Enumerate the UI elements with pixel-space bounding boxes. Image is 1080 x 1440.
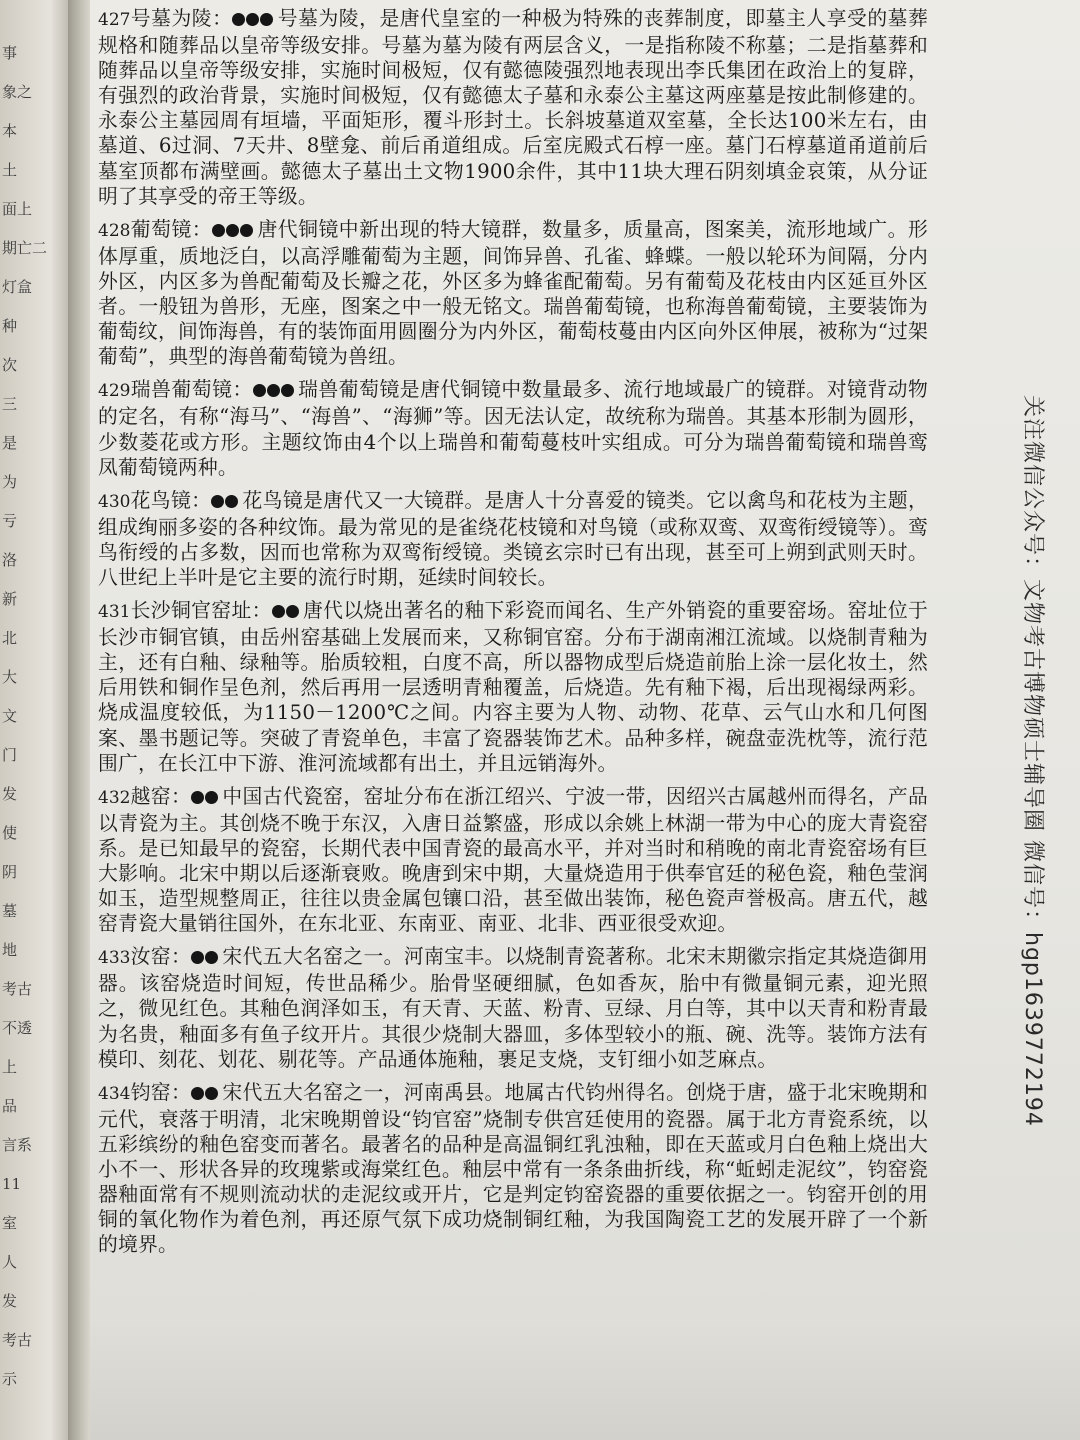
glossary-entry <box>98 377 928 479</box>
importance-dot-icon <box>205 951 218 964</box>
importance-dot-icon <box>205 1087 218 1100</box>
importance-dots-icon <box>191 1081 219 1104</box>
entry-number: 434 <box>98 1083 131 1104</box>
entry-term: 号墓为陵： <box>130 7 233 30</box>
left-page-fragment: 11 <box>2 1175 22 1193</box>
entry-text: 瑞兽葡萄镜是唐代铜镜中数量最多、流行地域最广的镜群。对镜背动物的定名，有称“海马”、“海兽”、“海狮”等。因无法认定，故统称为瑞兽。其基本形制为圆形，少数菱花或方形。主题纹饰由4个以上瑞兽和葡萄蔓枝叶实组成。可分为瑞兽葡萄镜和瑞兽鸾凤葡萄镜两种。 <box>98 378 928 479</box>
entry-text: 号墓为陵，是唐代皇室的一种极为特殊的丧葬制度，即墓主人享受的墓葬规格和随葬品以皇帝等级安排。号墓为墓为陵有两层含义，一是指称陵不称墓；二是指墓葬和随葬品以皇帝等级安排，实施时间极短，仅有懿德陵强烈地表现出李氏集团在政治上的复辟，有强烈的政治背景，实施时间极短，仅有懿德太子墓和永泰公主墓这两座墓是按此制修建的。永泰公主墓园周有垣墙，平面矩形，覆斗形封土。长斜坡墓道双室墓，全长达100米左右，由墓道、6过洞、7天井、8壁龛、前后甬道组成。后室庑殿式石椁一座。墓门石椁墓道甬道前后墓室顶都布满壁画。懿德太子墓出土文物1900余件，其中11块大理石阴刻填金哀策，从分证明了其享受的帝王等级。 <box>98 7 928 208</box>
left-page-fragment: 考古 <box>2 980 33 998</box>
left-page-fragment: 亏 <box>2 512 18 530</box>
left-page-fragment: 不透 <box>2 1019 33 1037</box>
entry-number: 431 <box>98 602 131 623</box>
importance-dot-icon <box>253 384 266 397</box>
left-page-fragment: 面上 <box>2 200 33 218</box>
glossary-entry <box>98 488 928 590</box>
left-page-fragment: 人 <box>2 1253 18 1271</box>
vertical-watermark <box>1000 0 1060 1440</box>
left-page-fragment: 三 <box>2 395 18 413</box>
left-page-fragment: 考古 <box>2 1331 33 1349</box>
importance-dot-icon <box>267 384 280 397</box>
left-page-fragment: 使 <box>2 824 18 842</box>
left-page-fragment: 北 <box>2 629 18 647</box>
entry-text: 中国古代瓷窑，窑址分布在浙江绍兴、宁波一带，因绍兴古属越州而得名，产品以青瓷为主。其创烧不晚于东汉，入唐日益繁盛，形成以余姚上林湖一带为中心的庞大青瓷窑系。是已知最早的瓷窑，长期代表中国青瓷的最高水平，并对当时和稍晚的南北青瓷窑场有巨大影响。北宋中期以后逐渐衰败。晚唐到宋中期，大量烧造用于供奉官廷的秘色瓷，釉色莹润如玉，造型规整周正，往往以贵金属包镶口沿，甚至做出装饰，秘色瓷声誉极高。唐五代，越窑青瓷大量销往国外，在东北亚、东南亚、南亚、北非、西亚很受欢迎。 <box>98 784 928 936</box>
left-page-fragment: 大 <box>2 668 18 686</box>
importance-dot-icon <box>191 951 204 964</box>
left-page-fragment: 文 <box>2 707 18 725</box>
entry-term: 汝窑： <box>130 945 192 969</box>
left-page-fragment: 土 <box>2 161 18 179</box>
left-page-fragment: 本 <box>2 122 18 140</box>
importance-dots-icon <box>212 218 254 241</box>
entry-number: 428 <box>98 220 131 241</box>
importance-dot-icon <box>226 224 239 237</box>
importance-dot-icon <box>281 384 294 397</box>
entry-term: 花鸟镜： <box>130 488 212 512</box>
entry-term: 越窑： <box>130 784 192 808</box>
importance-dots-icon <box>211 489 239 512</box>
left-facing-page <box>0 0 72 1440</box>
left-page-fragment: 是 <box>2 434 18 452</box>
entry-term: 葡萄镜： <box>130 217 213 241</box>
entry-text: 唐代以烧出著名的釉下彩瓷而闻名、生产外销瓷的重要窑场。窑址位于长沙市铜官镇，由岳州窑基础上发展而来，又称铜官窑。分布于湖南湘江流域。以烧制青釉为主，还有白釉、绿釉等。胎质较粗，白度不高，所以器物成型后烧造前胎上涂一层化妆土，然后用铁和铜作呈色剂，然后再用一层透明青釉覆盖，后烧造。先有釉下褐，后出现褐绿两彩。烧成温度较低，为1150－1200℃之间。内容主要为人物、动物、花草、云气山水和几何图案、墨书题记等。突破了青瓷单色，丰富了瓷器装饰艺术。品种多样，碗盘壶洗枕等，流行范围广，在长江中下游、淮河流域都有出土，并且远销海外。 <box>98 599 928 775</box>
importance-dot-icon <box>191 791 204 804</box>
importance-dot-icon <box>272 605 285 618</box>
left-page-fragment: 次 <box>2 356 18 374</box>
book-page <box>90 0 1080 1440</box>
left-page-fragment: 发 <box>2 1292 18 1310</box>
importance-dot-icon <box>225 495 238 508</box>
glossary-entry <box>98 598 928 776</box>
page-content <box>98 6 928 1436</box>
entry-number: 427 <box>98 10 131 30</box>
left-page-fragment: 新 <box>2 590 18 608</box>
entry-term: 瑞兽葡萄镜： <box>130 378 253 402</box>
left-page-fragment: 上 <box>2 1058 18 1076</box>
left-page-fragment: 室 <box>2 1214 18 1232</box>
left-page-fragment: 示 <box>2 1370 18 1388</box>
glossary-entry <box>98 784 928 937</box>
importance-dot-icon <box>211 495 224 508</box>
entry-number: 429 <box>98 381 131 402</box>
entry-number: 432 <box>98 787 131 808</box>
left-page-fragment: 品 <box>2 1097 18 1115</box>
importance-dot-icon <box>246 13 259 26</box>
entry-term: 钧窑： <box>130 1080 192 1104</box>
entry-text: 唐代铜镜中新出现的特大镜群，数量多，质量高，图案美，流形地域广。形体厚重，质地泛白，以高浮雕葡萄为主题，间饰异兽、孔雀、蜂蝶。一般以轮环为间隔，分内外区，内区多为兽配葡萄及长瓣之花，外区多为蜂雀配葡萄。另有葡萄及花枝由内区延亘外区者。一般钮为兽形，无座，图案之中一般无铭文。瑞兽葡萄镜，也称海兽葡萄镜，主要装饰为葡萄纹，间饰海兽，有的装饰面用圆圈分为内外区，葡萄枝蔓由内区向外区伸展，被称为“过架葡萄”，典型的海兽葡萄镜为兽纽。 <box>98 217 928 369</box>
left-page-fragment: 事 <box>2 44 18 62</box>
entry-text: 宋代五大名窑之一。河南宝丰。以烧制青瓷著称。北宋末期徽宗指定其烧造御用器。该窑烧造时间短，传世品稀少。胎骨坚硬细腻，色如香灰，胎中有微量铜元素，迎光照之，微见红色。其釉色润泽如玉，有天青、天蓝、粉青、豆绿、月白等，其中以天青和粉青最为名贵，釉面多有鱼子纹开片。其很少烧制大器皿，多体型较小的瓶、碗、洗等。装饰方法有模印、刻花、划花、剔花等。产品通体施釉，裹足支烧，支钉细小如芝麻点。 <box>98 945 928 1071</box>
importance-dots-icon <box>191 785 219 808</box>
left-page-fragment: 言系 <box>2 1136 33 1154</box>
importance-dot-icon <box>240 224 253 237</box>
entry-text: 花鸟镜是唐代又一大镜群。是唐人十分喜爱的镜类。它以禽鸟和花枝为主题，组成绚丽多姿的各种纹饰。最为常见的是雀绕花枝镜和对鸟镜（或称双鸾、双鸾衔绶镜等）。鸾鸟衔绶的占多数，因而也常称为双鸾衔绶镜。类镜玄宗时已有出现，甚至可上朔到武则天时。八世纪上半叶是它主要的流行时期，延续时间较长。 <box>98 488 928 589</box>
left-page-fragment: 门 <box>2 746 18 764</box>
left-page-fragment: 地 <box>2 941 18 959</box>
left-page-fragment: 为 <box>2 473 18 491</box>
importance-dot-icon <box>286 605 299 618</box>
glossary-entry <box>98 944 928 1071</box>
importance-dot-icon <box>260 13 273 26</box>
left-page-fragment: 种 <box>2 317 18 335</box>
importance-dots-icon <box>253 378 295 401</box>
importance-dot-icon <box>232 13 245 26</box>
left-page-fragment: 墓 <box>2 902 18 920</box>
entry-number: 430 <box>98 491 131 512</box>
entry-number: 433 <box>98 948 131 969</box>
entry-text: 宋代五大名窑之一，河南禹县。地属古代钧州得名。创烧于唐，盛于北宋晚期和元代，衰落于明清，北宋晚期曾设“钧官窑”烧制专供宫廷使用的瓷器。属于北方青瓷系统，以五彩缤纷的釉色窑变而著名。最著名的品种是高温铜红乳浊釉，即在天蓝或月白色釉上烧出大小不一、形状各异的玫瑰紫或海棠红色。釉层中常有一条条曲折线，称“蚯蚓走泥纹”，钧窑瓷器釉面常有不规则流动状的走泥纹或开片，它是判定钧窑瓷器的重要依据之一。钧窑开创的用铜的氧化物作为着色剂，再还原气氛下成功烧制铜红釉，为我国陶瓷工艺的发展开辟了一个新的境界。 <box>98 1080 928 1257</box>
importance-dots-icon <box>232 7 274 30</box>
left-page-fragment: 发 <box>2 785 18 803</box>
glossary-entry <box>98 6 928 209</box>
glossary-entry <box>98 217 928 370</box>
importance-dot-icon <box>191 1087 204 1100</box>
watermark-text: 关注微信公众号：文物考古博物硕士辅导圈 微信号：hgp1639772194 <box>1020 395 1045 1127</box>
importance-dot-icon <box>205 791 218 804</box>
importance-dots-icon <box>272 599 300 622</box>
entry-term: 长沙铜官窑址： <box>130 599 272 623</box>
left-page-fragment: 期亡二 <box>2 239 48 257</box>
left-page-fragment: 象之 <box>2 83 33 101</box>
glossary-entry <box>98 1080 928 1258</box>
importance-dot-icon <box>212 224 225 237</box>
left-page-fragment: 阴 <box>2 863 18 881</box>
left-page-fragment: 洛 <box>2 551 18 569</box>
left-page-fragment: 灯盒 <box>2 278 33 296</box>
importance-dots-icon <box>191 945 219 968</box>
